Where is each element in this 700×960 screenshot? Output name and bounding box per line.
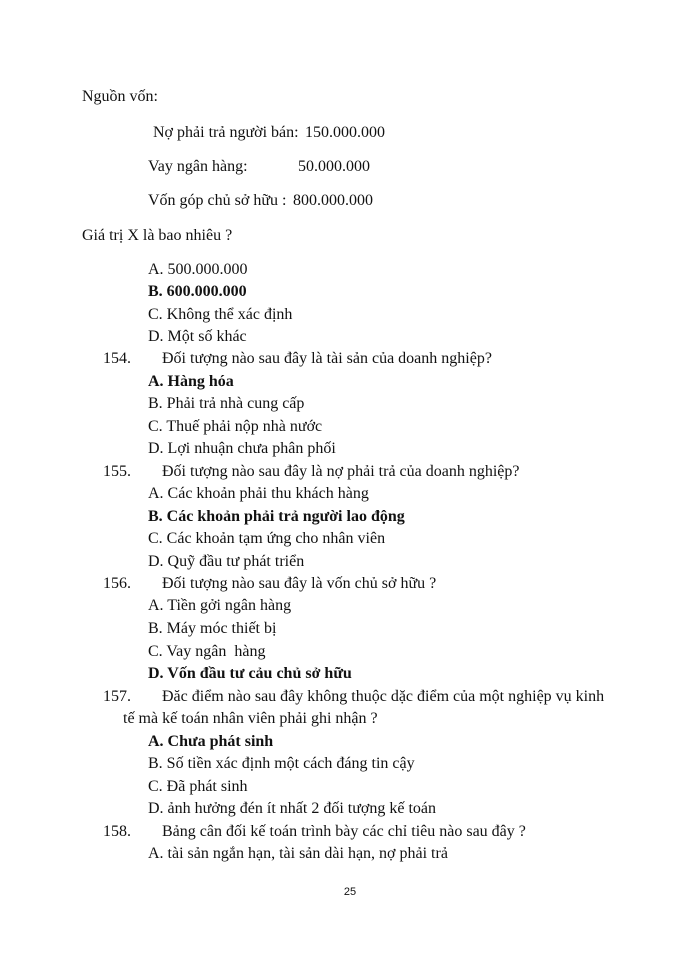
option: C. Vay ngân hàng <box>148 643 266 660</box>
option-correct: B. 600.000.000 <box>148 283 247 300</box>
question-text: Đối tượng nào sau đây là nợ phải trả của doanh nghiệp? <box>162 463 520 480</box>
option: A. Tiền gởi ngân hàng <box>148 597 292 614</box>
option: C. Các khoản tạm ứng cho nhân viên <box>148 530 386 547</box>
item-value: 150.000.000 <box>305 124 385 141</box>
question-text: Đối tượng nào sau đây là vốn chủ sở hữu ? <box>162 575 437 592</box>
option: C. Thuế phải nộp nhà nước <box>148 418 323 435</box>
option: C. Đã phát sinh <box>148 778 248 795</box>
question-number: 157. <box>103 688 131 705</box>
question-text: Giá trị X là bao nhiêu ? <box>82 227 233 244</box>
option: D. ảnh hưởng đén ít nhất 2 đối tượng kế toán <box>148 800 436 817</box>
option: B. Phải trả nhà cung cấp <box>148 395 305 412</box>
option-correct: D. Vốn đầu tư cảu chủ sở hữu <box>148 665 352 682</box>
question-number: 154. <box>103 350 131 367</box>
option-correct: B. Các khoản phải trả người lao động <box>148 508 405 525</box>
option-correct: A. Chưa phát sinh <box>148 733 274 750</box>
option: A. tài sản ngắn hạn, tài sản dài hạn, nợ phải trả <box>148 845 448 862</box>
item-label: Vay ngân hàng: <box>148 158 248 175</box>
item-value: 50.000.000 <box>298 158 370 175</box>
question-text: Đối tượng nào sau đây là tài sản của doanh nghiệp? <box>162 350 492 367</box>
item-value: 800.000.000 <box>293 192 373 209</box>
page-number: 25 <box>343 886 357 898</box>
item-label: Nợ phải trả người bán: <box>153 124 299 141</box>
section-heading: Nguồn vốn: <box>82 88 158 105</box>
option: D. Quỹ đầu tư phát triển <box>148 553 305 570</box>
option: B. Số tiền xác định một cách đáng tin cậy <box>148 755 415 772</box>
question-text: Bảng cân đối kế toán trình bày các chỉ tiêu nào sau đây ? <box>162 823 526 840</box>
option: B. Máy móc thiết bị <box>148 620 277 637</box>
item-label: Vốn góp chủ sở hữu : <box>148 192 287 209</box>
question-number: 155. <box>103 463 131 480</box>
option: D. Một số khác <box>148 328 247 345</box>
option: A. Các khoản phải thu khách hàng <box>148 485 369 502</box>
option-correct: A. Hàng hóa <box>148 373 234 390</box>
option: D. Lợi nhuận chưa phân phối <box>148 440 336 457</box>
option: C. Không thể xác định <box>148 306 293 323</box>
question-number: 156. <box>103 575 131 592</box>
option: A. 500.000.000 <box>148 261 248 278</box>
question-text: Đăc điểm nào sau đây không thuộc dặc điểm của một nghiệp vụ kinh <box>162 688 605 705</box>
question-text-continued: tế mà kế toán nhân viên phải ghi nhận ? <box>123 710 378 727</box>
question-number: 158. <box>103 823 131 840</box>
